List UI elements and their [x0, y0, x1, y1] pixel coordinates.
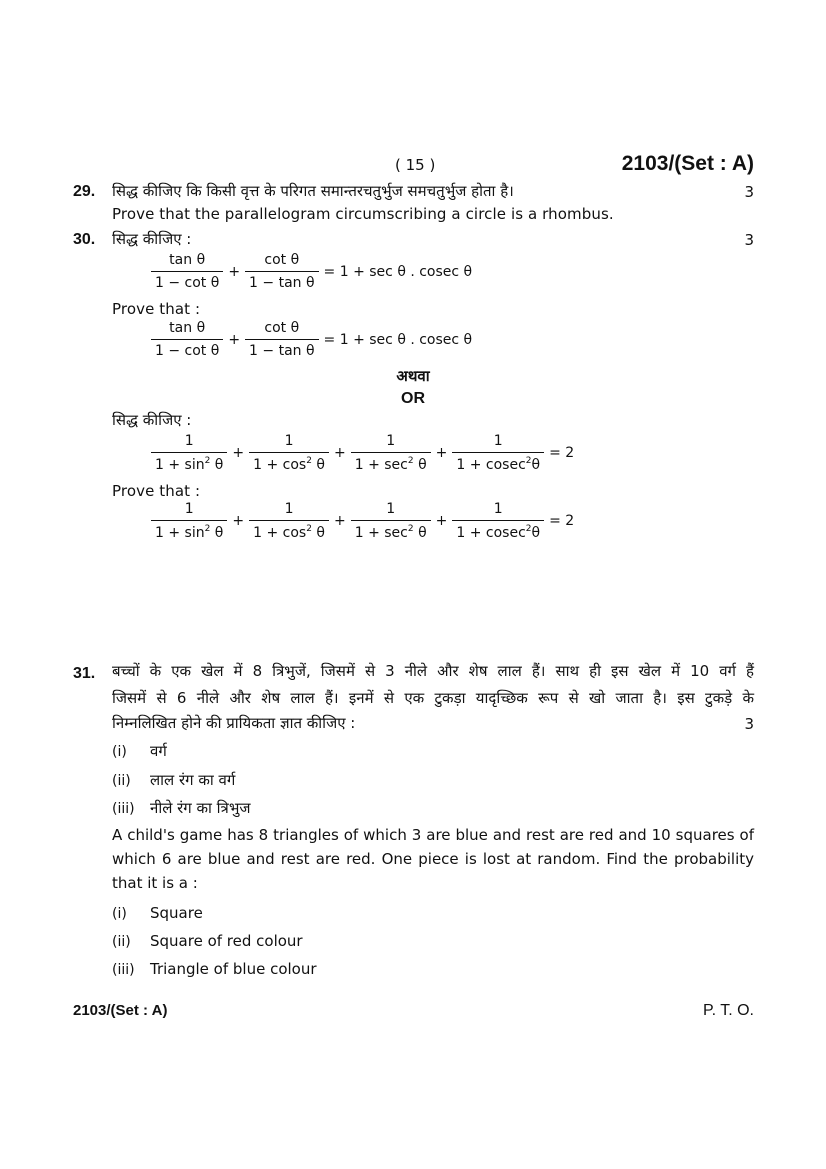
denominator: 1 − cot θ — [151, 339, 223, 359]
denominator-text: 1 + sec — [354, 525, 408, 541]
english-option-iii — [112, 960, 317, 978]
plus-sign: + — [435, 513, 448, 529]
equation-rhs: = 2 — [549, 513, 575, 529]
question-30-number: 30. — [73, 231, 96, 248]
option-label: (iii) — [112, 801, 135, 817]
hindi-option-ii — [112, 770, 235, 790]
exponent: 2 — [407, 456, 414, 466]
plus-sign: + — [333, 445, 346, 461]
denominator — [351, 452, 431, 473]
question-30-alt-hindi-prompt: सिद्ध कीजिए : — [112, 411, 192, 429]
denominator — [351, 520, 431, 541]
theta: θ — [316, 457, 325, 473]
question-29-english: Prove that the parallelogram circumscribing a circle is a rhombus. — [112, 205, 614, 223]
denominator — [151, 520, 227, 541]
plus-sign: + — [333, 513, 346, 529]
denominator-text: 1 + sin — [155, 525, 205, 541]
question-31-number: 31. — [73, 665, 96, 682]
numerator: 1 — [493, 433, 503, 449]
question-31-hindi-line-1: बच्चों के एक खेल में 8 त्रिभुजें, जिसमें से 3 नीले और शेष लाल हैं। साथ ही इस खेल में 10 वर्ग हैं — [112, 662, 754, 680]
question-30-marks: 3 — [744, 231, 754, 249]
hindi-option-iii — [112, 798, 251, 818]
fraction — [245, 320, 319, 359]
theta: θ — [418, 525, 427, 541]
plus-sign: + — [232, 513, 245, 529]
denominator — [249, 520, 329, 541]
equation-1-english — [148, 320, 474, 359]
plus-sign: + — [228, 263, 241, 280]
exponent: 2 — [306, 456, 312, 466]
fraction — [151, 252, 223, 291]
plus-sign: + — [228, 331, 241, 348]
denominator: 1 − tan θ — [245, 339, 319, 359]
plus-sign: + — [232, 445, 245, 461]
theta: θ — [214, 457, 224, 473]
fraction — [452, 433, 544, 473]
exponent: 2 — [525, 456, 532, 466]
fraction — [249, 501, 329, 541]
denominator — [452, 452, 544, 473]
fraction — [452, 501, 544, 541]
denominator-text: 1 + cos — [253, 457, 307, 473]
option-text: Square of red colour — [150, 932, 303, 950]
question-31-english-paragraph: A child's game has 8 triangles of which 3 are blue and rest are red and 10 squares of which 6 are blue and rest are red. One piece is lost at random. Find the probability that it is a : — [112, 826, 754, 892]
question-29-marks: 3 — [744, 183, 754, 201]
option-text: Square — [150, 904, 203, 922]
theta: θ — [418, 457, 427, 473]
fraction — [245, 252, 319, 291]
numerator: cot θ — [264, 320, 300, 336]
option-label: (ii) — [112, 773, 131, 789]
option-label: (i) — [112, 906, 127, 922]
numerator: 1 — [493, 501, 503, 517]
theta: θ — [531, 525, 541, 541]
denominator-text: 1 + cos — [253, 525, 307, 541]
exponent: 2 — [525, 524, 532, 534]
denominator — [249, 452, 329, 473]
exponent: 2 — [204, 456, 211, 466]
question-29-number: 29. — [73, 183, 96, 200]
equation-rhs: = 1 + sec θ . cosec θ — [323, 331, 473, 348]
denominator: 1 − cot θ — [151, 271, 223, 291]
exponent: 2 — [407, 524, 414, 534]
option-text: नीले रंग का त्रिभुज — [150, 799, 251, 817]
fraction — [151, 501, 227, 541]
equation-1-hindi — [148, 252, 474, 291]
equation-2-english — [148, 501, 576, 541]
english-option-i — [112, 904, 203, 922]
footer-pto: P. T. O. — [703, 1002, 754, 1019]
option-label: (iii) — [112, 962, 135, 978]
numerator: tan θ — [169, 320, 206, 336]
numerator: 1 — [386, 433, 396, 449]
exponent: 2 — [204, 524, 211, 534]
or-english: OR — [401, 390, 425, 407]
denominator-text: 1 + sin — [155, 457, 205, 473]
denominator — [452, 520, 544, 541]
english-option-ii — [112, 932, 303, 950]
numerator: cot θ — [264, 252, 300, 268]
option-text: Triangle of blue colour — [150, 960, 317, 978]
fraction — [351, 501, 431, 541]
hindi-option-i — [112, 741, 167, 761]
denominator: 1 − tan θ — [245, 271, 319, 291]
numerator: 1 — [284, 501, 294, 517]
plus-sign: + — [435, 445, 448, 461]
question-31-hindi-line-2: जिसमें से 6 नीले और शेष लाल हैं। इनमें से एक टुकड़ा यादृच्छिक रूप से खो जाता है। इस टुकड़े के — [112, 689, 754, 707]
denominator-text: 1 + cosec — [456, 457, 526, 473]
question-30-alt-english-prompt: Prove that : — [112, 482, 201, 500]
exponent: 2 — [306, 524, 312, 534]
fraction — [249, 433, 329, 473]
theta: θ — [316, 525, 325, 541]
footer-paper-code: 2103/(Set : A) — [73, 1002, 168, 1019]
option-text: लाल रंग का वर्ग — [150, 771, 236, 789]
denominator — [151, 452, 227, 473]
theta: θ — [214, 525, 224, 541]
page-number: ( 15 ) — [395, 156, 436, 174]
denominator-text: 1 + cosec — [456, 525, 526, 541]
fraction — [151, 320, 223, 359]
numerator: tan θ — [169, 252, 206, 268]
question-31-hindi-line-3: निम्नलिखित होने की प्रायिकता ज्ञात कीजिए : — [112, 714, 356, 732]
option-label: (ii) — [112, 934, 131, 950]
fraction — [151, 433, 227, 473]
question-29-hindi: सिद्ध कीजिए कि किसी वृत्त के परिगत समान्तरचतुर्भुज समचतुर्भुज होता है। — [112, 182, 514, 200]
fraction — [351, 433, 431, 473]
option-label: (i) — [112, 744, 127, 760]
theta: θ — [531, 457, 541, 473]
denominator-text: 1 + sec — [354, 457, 408, 473]
paper-code: 2103/(Set : A) — [621, 152, 754, 175]
numerator: 1 — [184, 433, 194, 449]
equation-rhs: = 1 + sec θ . cosec θ — [323, 263, 473, 280]
question-31-marks: 3 — [744, 715, 754, 733]
question-30-english-prompt: Prove that : — [112, 300, 201, 318]
numerator: 1 — [386, 501, 396, 517]
numerator: 1 — [184, 501, 194, 517]
option-text: वर्ग — [150, 742, 167, 760]
numerator: 1 — [284, 433, 294, 449]
equation-rhs: = 2 — [549, 445, 575, 461]
equation-2-hindi — [148, 433, 576, 473]
question-30-hindi-prompt: सिद्ध कीजिए : — [112, 230, 192, 248]
or-hindi: अथवा — [396, 367, 430, 385]
